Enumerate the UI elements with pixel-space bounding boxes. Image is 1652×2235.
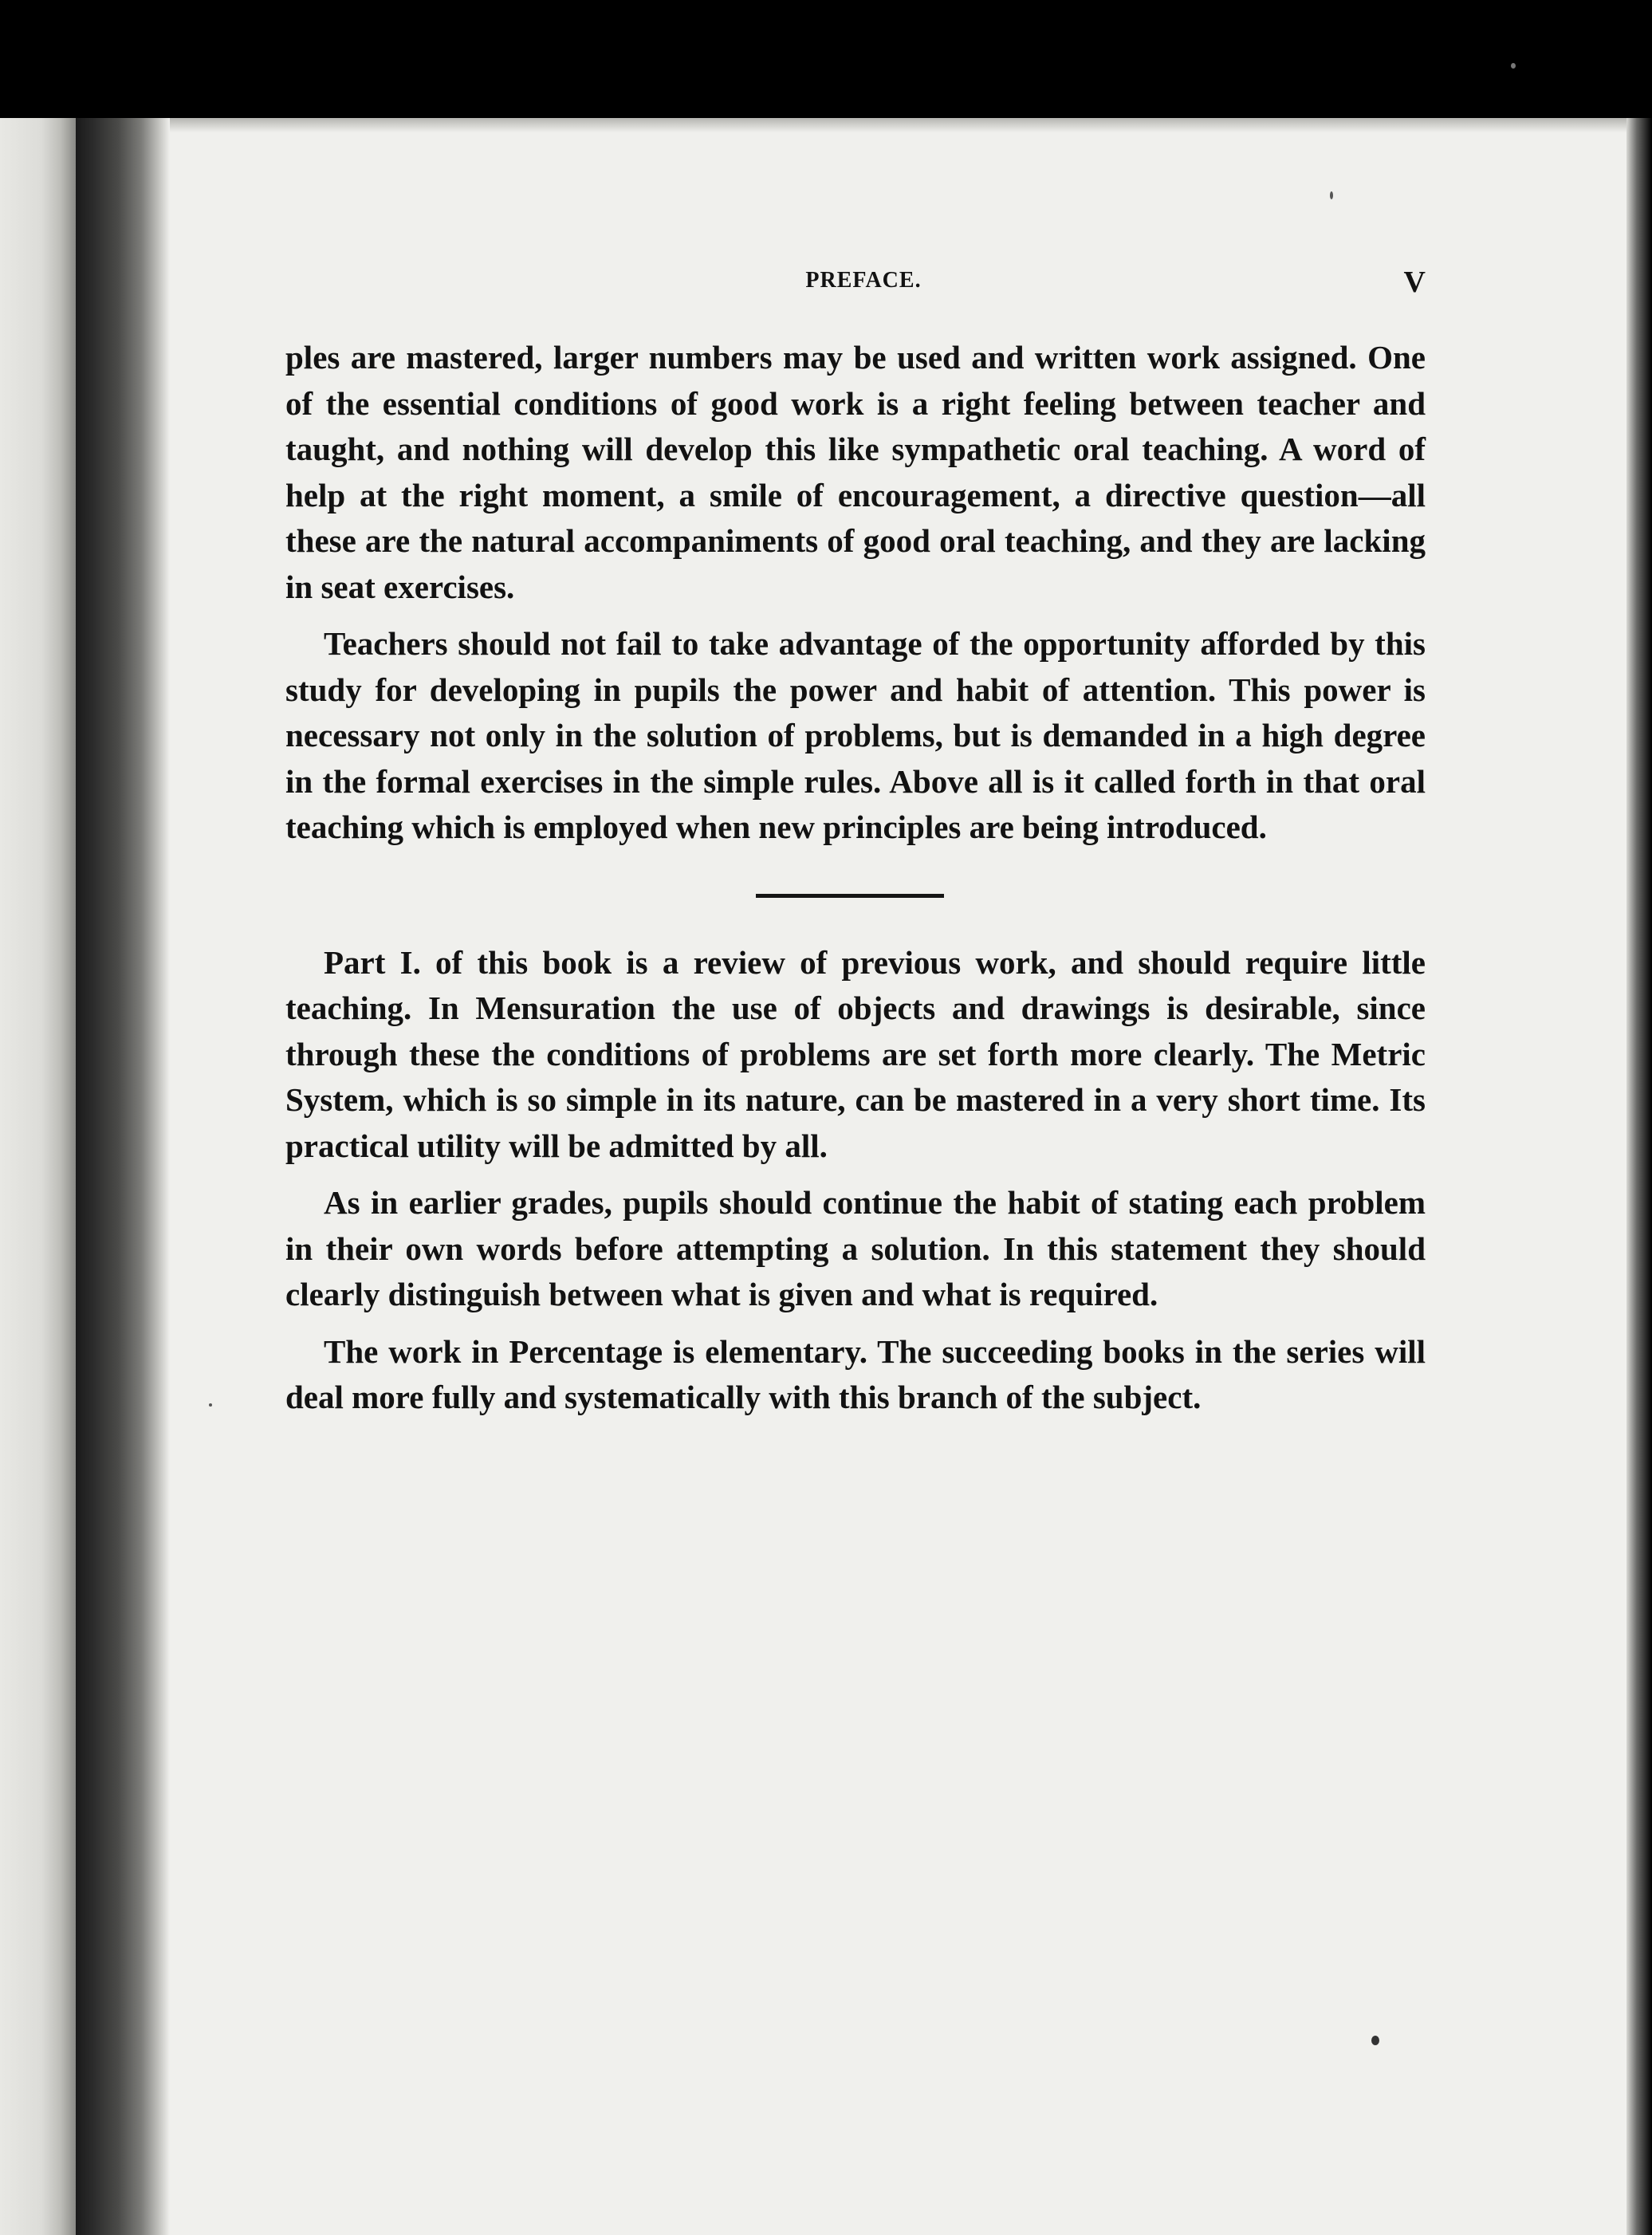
scan-speck [1371,2036,1379,2045]
facing-page-edge [0,118,76,2235]
page-number: V [1403,266,1426,299]
paragraph-continued: ples are mastered, larger numbers may be used and written work assigned. One of the essential conditions of good work is a right feeling between teacher and taught, and nothing will develop this like sympathetic oral teaching. A word of help at the right moment, a smile of encouragement, a directive question—all these are the natural accompaniments of good oral teaching, and they are lacking in seat exercises. [285,339,1426,605]
section-divider [285,851,1426,940]
running-head [285,265,1426,305]
paragraph: Part I. of this book is a review of previous work, and should require little teaching. In Mensuration the use of objects and drawings is desirable, since through these the conditions of problems are set forth more clearly. The Metric System, which is so simple in its nature, can be mastered in a very short time. Its practical utility will be admitted by all. [285,943,1426,1164]
page-right-edge [1626,118,1652,2235]
paragraph: As in earlier grades, pupils should continue the habit of stating each problem in their own words before attempting a solution. In this statement they should clearly distinguish between what is given and what is required. [285,1184,1426,1312]
book-spine-shadow [76,118,170,2235]
paragraph: The work in Percentage is elementary. The succeeding books in the series will deal more fully and systematically with this branch of the subject. [285,1332,1426,1415]
horizontal-rule [756,894,944,898]
scan-speck [1511,63,1516,69]
preface-body [285,335,1426,1421]
scan-speck [209,1403,212,1407]
running-title: PREFACE. [805,268,922,293]
page-top-shadow [76,118,1630,132]
paragraph: Teachers should not fail to take advantage of the opportunity afforded by this study for developing in pupils the power and habit of attention. This power is necessary not only in the solution of problems, but is demanded in a high degree in the formal exercises in the simple rules. Above all is it called forth in that oral teaching which is employed when new principles are being introduced. [285,625,1426,845]
scan-speck [1330,191,1333,199]
